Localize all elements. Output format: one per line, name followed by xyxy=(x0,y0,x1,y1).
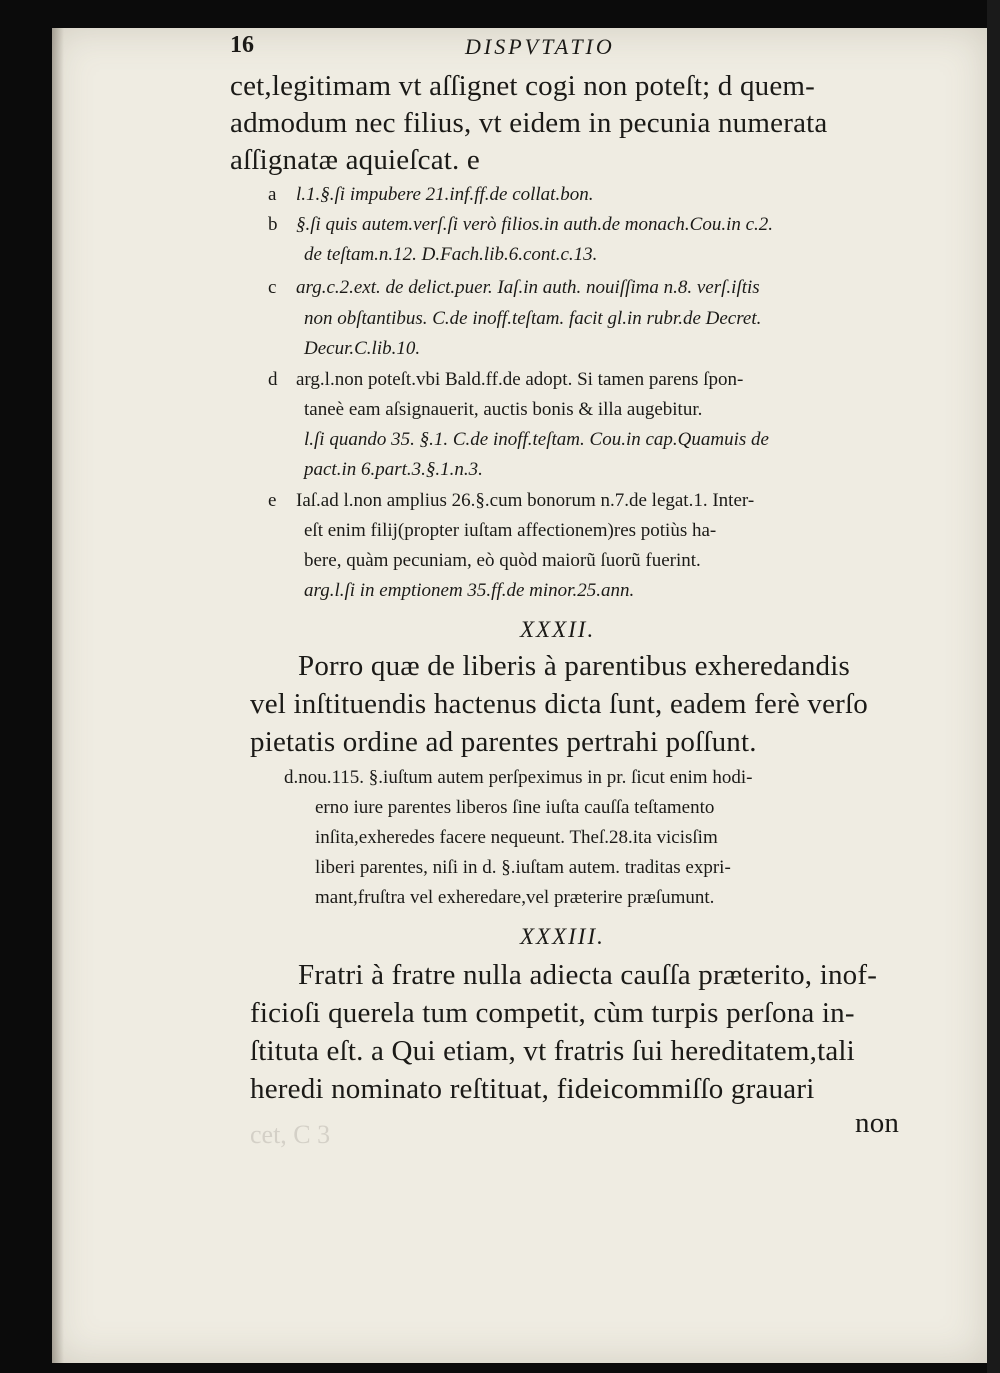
footnote-text: §.ſi quis autem.verſ.ſi verò filios.in auth.de monach.Cou.in c.2. xyxy=(296,214,774,235)
footnote-text: arg.c.2.ext. de delict.puer. Iaſ.in auth. nouiſſima n.8. verſ.iſtis xyxy=(296,277,760,298)
footnote-text: arg.l.ſi in emptionem 35.ff.de minor.25.ann. xyxy=(304,580,635,601)
footnote-text: Iaſ.ad l.non amplius 26.§.cum bonorum n.7.de legat.1. Inter- xyxy=(296,490,755,511)
paragraph-line: ſtituta eſt. a Qui etiam, vt fratris ſui hereditatem,tali xyxy=(250,1035,855,1067)
footnote-text: erno iure parentes liberos ſine iuſta cauſſa teſtamento xyxy=(315,797,715,818)
paragraph-line: Porro quæ de liberis à parentibus exheredandis xyxy=(298,650,851,682)
footnote-text: bere, quàm pecuniam, eò quòd maiorũ ſuorũ fuerint. xyxy=(304,550,701,571)
footnote-text: mant,fruſtra vel exheredare,vel præterire præſumunt. xyxy=(315,887,715,908)
footnote-letter: c xyxy=(268,277,277,298)
running-title: DISPVTATIO xyxy=(465,34,615,59)
footnote-text: pact.in 6.part.3.§.1.n.3. xyxy=(304,459,483,480)
footnote-text: arg.l.non poteſt.vbi Bald.ff.de adopt. Si tamen parens ſpon- xyxy=(296,369,744,390)
catchword: non xyxy=(855,1107,900,1139)
paragraph-line: ficioſi querela tum competit, cùm turpis perſona in- xyxy=(250,997,855,1029)
paragraph-line: cet,legitimam vt aſſignet cogi non poteſt; d quem- xyxy=(230,70,816,102)
footnote xyxy=(268,369,743,391)
footnote-text: eſt enim filij(propter iuſtam affectionem)res potiùs ha- xyxy=(304,520,717,541)
footnote-text: non obſtantibus. C.de inoff.teſtam. facit gl.in rubr.de Decret. xyxy=(304,308,762,329)
footnote-text: inſita,exheredes facere nequeunt. Theſ.28.ita vicisſim xyxy=(315,827,718,848)
footnote-letter: e xyxy=(268,490,277,511)
footnote-text: liberi parentes, niſi in d. §.iuſtam autem. traditas expri- xyxy=(315,857,731,878)
footnote-text: l.ſi quando 35. §.1. C.de inoff.teſtam. Cou.in cap.Quamuis de xyxy=(304,429,769,450)
paragraph-line: aſſignatæ aquieſcat. e xyxy=(230,144,480,176)
footnote xyxy=(268,184,593,206)
paragraph-line: admodum nec filius, vt eidem in pecunia numerata xyxy=(230,107,828,139)
footnote-text: de teſtam.n.12. D.Fach.lib.6.cont.c.13. xyxy=(304,244,598,265)
footnote-letter: a xyxy=(268,184,277,205)
footnote-text: l.1.§.ſi impubere 21.inf.ff.de collat.bon. xyxy=(296,184,594,205)
page-number: 16 xyxy=(230,32,254,58)
footnote-text: taneè eam aſsignauerit, auctis bonis & illa augebitur. xyxy=(304,399,703,420)
footnote-text: Decur.C.lib.10. xyxy=(304,338,421,359)
footnote-text: d.nou.115. §.iuſtum autem perſpeximus in pr. ſicut enim hodi- xyxy=(284,767,753,788)
footnote-letter: d xyxy=(268,369,278,390)
footnote xyxy=(268,490,754,512)
section-heading: XXXII. xyxy=(520,617,596,642)
paragraph-line: vel inſtituendis hactenus dicta ſunt, eadem ferè verſo xyxy=(250,688,868,720)
footnote-letter: b xyxy=(268,214,278,235)
footnote xyxy=(268,214,773,236)
paragraph-line: Fratri à fratre nulla adiecta cauſſa præterito, inof- xyxy=(298,959,878,991)
paragraph-line: heredi nominato reſtituat, fideicommiſſo grauari xyxy=(250,1073,815,1105)
paragraph-line: pietatis ordine ad parentes pertrahi poſſunt. xyxy=(250,726,757,758)
section-heading: XXXIII. xyxy=(520,924,605,949)
bleed-through-text: cet, C 3 xyxy=(250,1120,331,1149)
page-gutter-shadow xyxy=(52,28,64,1363)
scan-edge xyxy=(987,0,1000,1373)
footnote xyxy=(268,277,760,299)
